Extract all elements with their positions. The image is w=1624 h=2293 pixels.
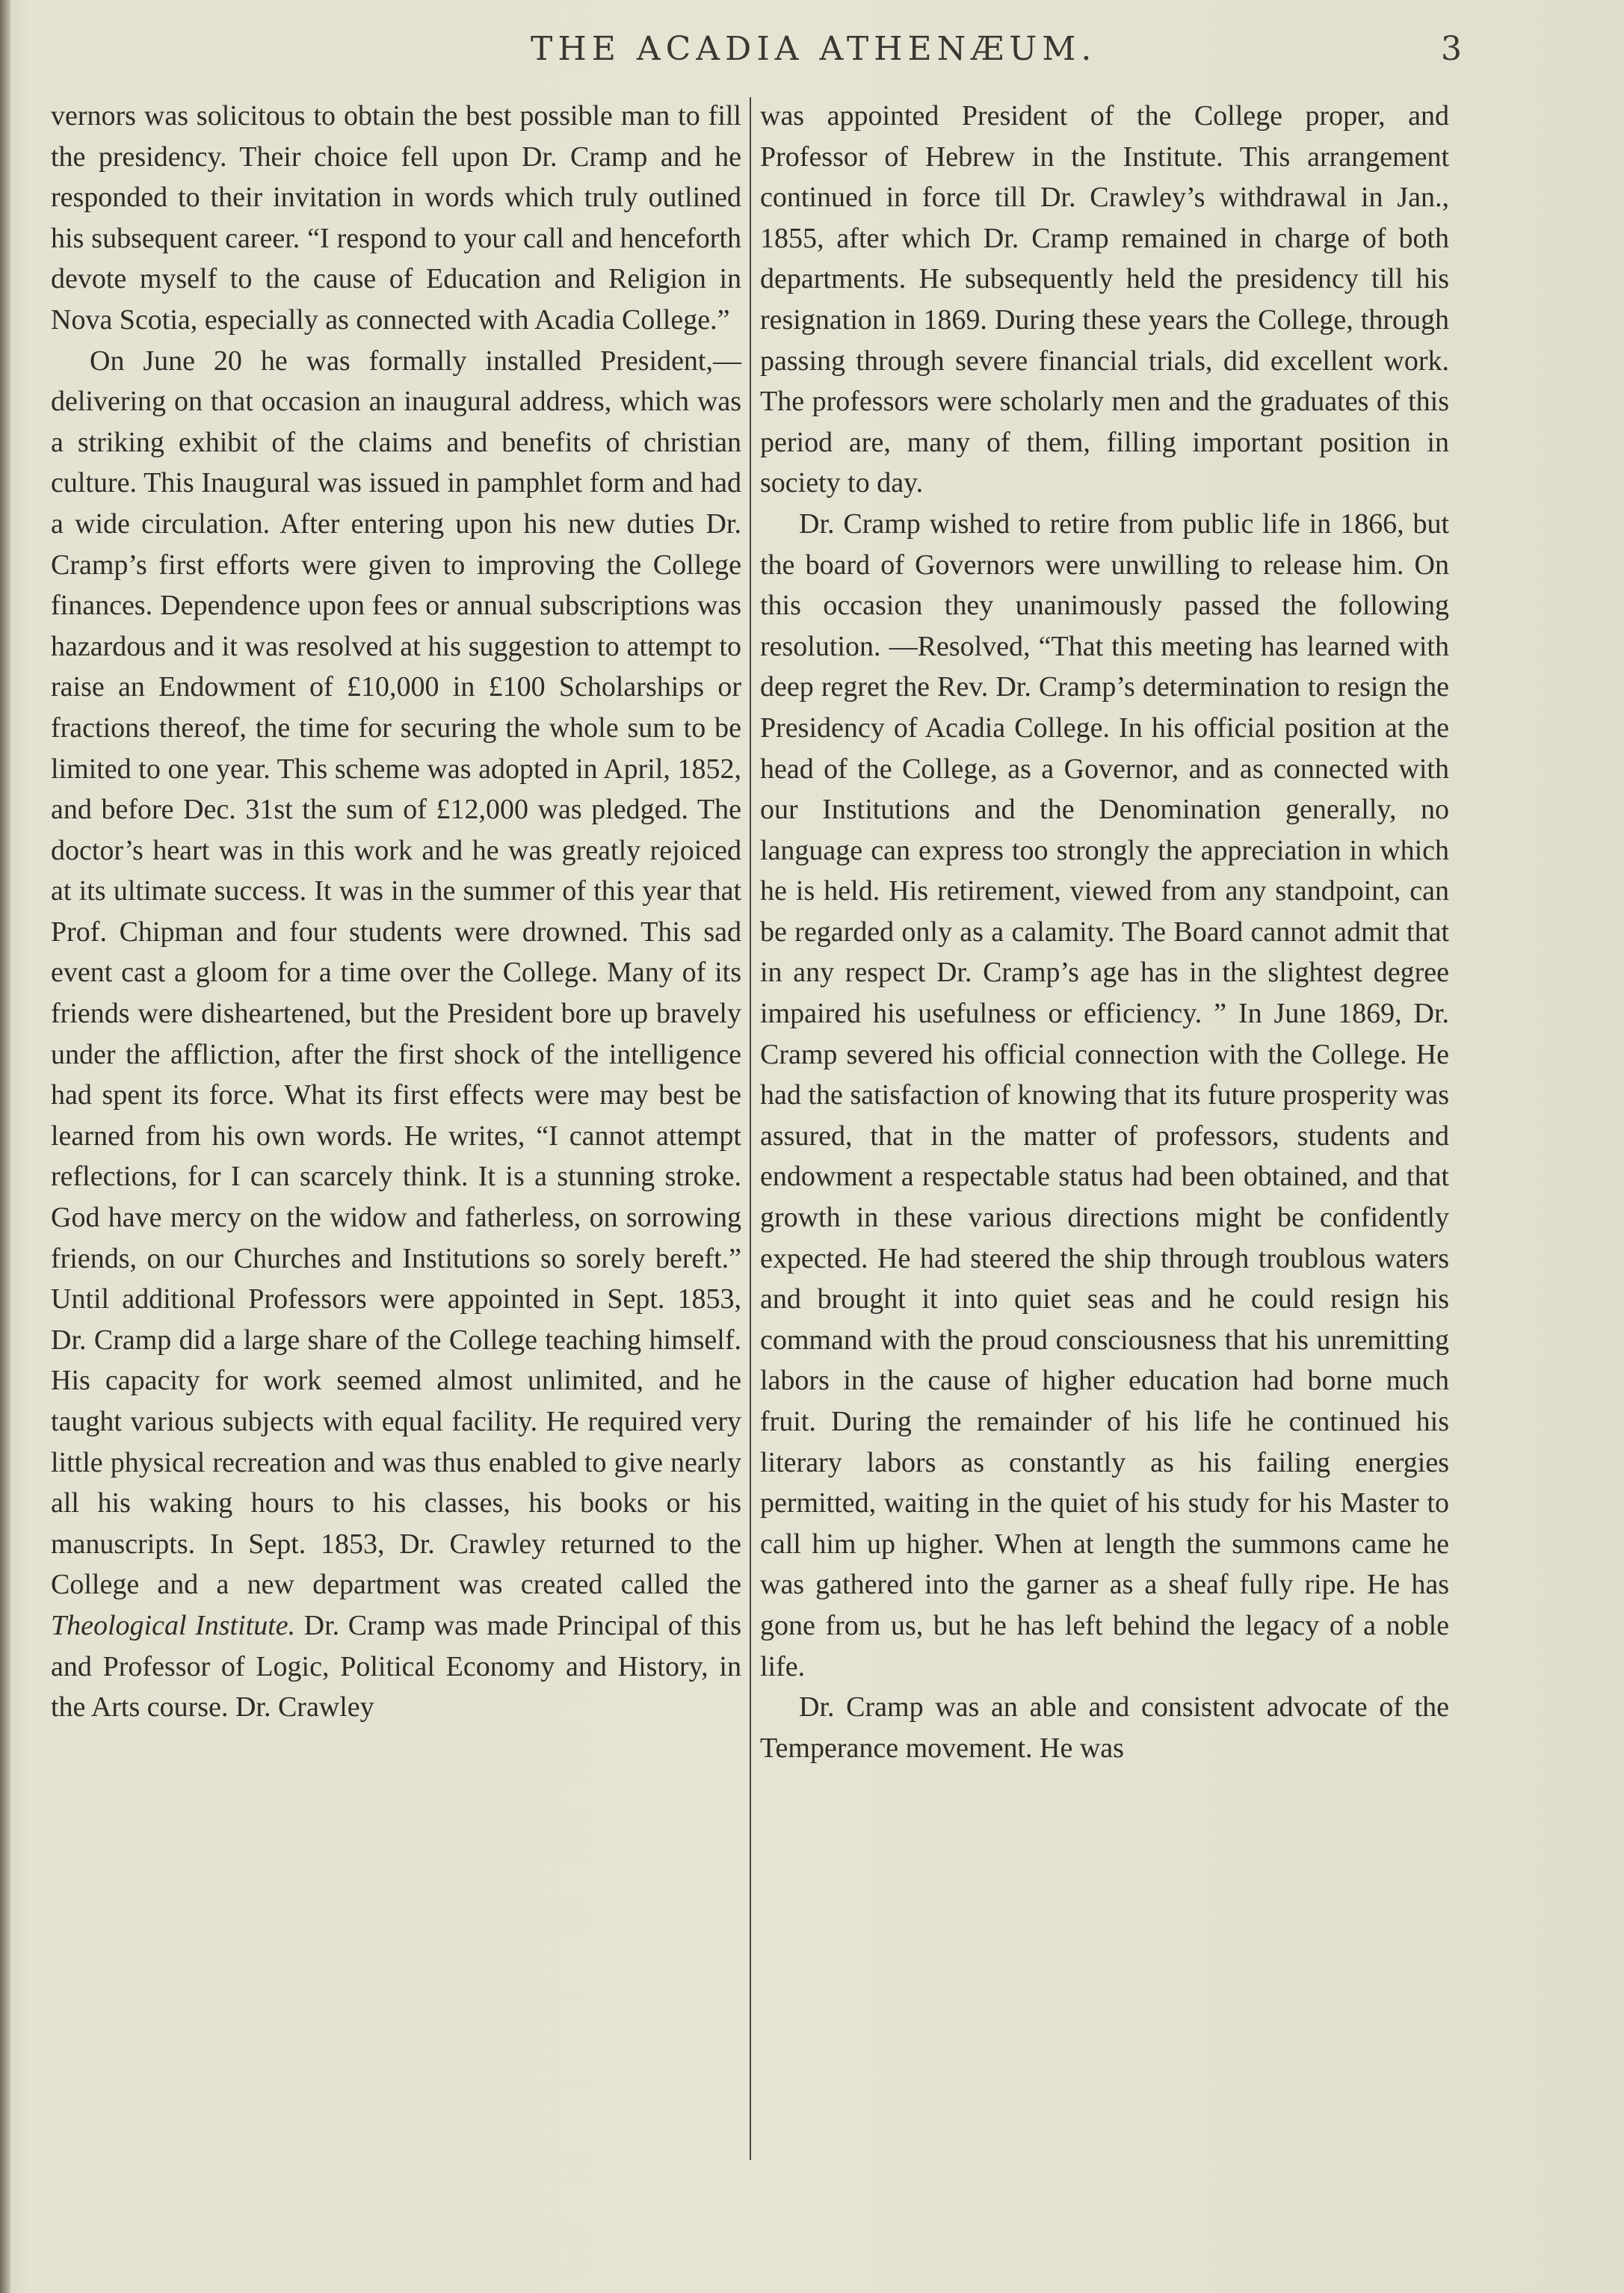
column-divider	[750, 97, 751, 2160]
left-paragraph-2-end: Dr. Cramp was made Principal of this and Professor of Logic, Political Economy and History, in the Arts course. Dr. Crawley	[51, 1609, 742, 1723]
page-header	[52, 30, 1472, 75]
left-column	[51, 96, 741, 1728]
theological-institute-italic: Theological Institute.	[51, 1609, 296, 1641]
left-paragraph-2	[51, 341, 741, 1728]
left-paragraph-1: vernors was solicitous to obtain the best possible man to fill the presidency. Their choice fell upon Dr. Cramp and he responded to their invitation in words which truly outlined his subsequent career. “I respond to your call and henceforth devote myself to the cause of Education and Religion in Nova Scotia, especially as connected with Acadia College.”	[51, 100, 741, 336]
left-paragraph-2-start: On June 20 he was formally installed President,—delivering on that occasion an inaugural address, which was a striking exhibit of the claims and benefits of christian culture. This Inaugural was issued in pamphlet form and had a wide circulation. After entering upon his new duties Dr. Cramp’s first efforts were given to improving the College finances. Dependence upon fees or annual subscriptions was hazardous and it was resolved at his suggestion to attempt to raise an Endowment of £10,000 in £100 Scholarships or fractions thereof, the time for securing the whole sum to be limited to one year. This scheme was adopted in April, 1852, and before Dec. 31st the sum of £12,000 was pledged. The doctor’s heart was in this work and he was greatly rejoiced at its ultimate success. It was in the summer of this year that Prof. Chipman and four students were drowned. This sad event cast a gloom for a time over the College. Many of its friends were disheartened, but the President bore up bravely under the affliction, after the first shock of the intelligence had spent its force. What its first effects were may best be learned from his own words. He writes, “I cannot attempt reflections, for I can scarcely think. It is a stunning stroke. God have mercy on the widow and fatherless, on sorrowing friends, on our Churches and Institutions so sorely bereft.” Until additional Professors were appointed in Sept. 1853, Dr. Cramp did a large share of the College teaching himself. His capacity for work seemed almost unlimited, and he taught various subjects with equal facility. He required very little physical recreation and was thus enabled to give nearly all his waking hours to his classes, his books or his manuscripts. In Sept. 1853, Dr. Crawley returned to the College and a new department was created called the	[51, 345, 741, 1601]
page-number: 3	[1441, 30, 1462, 68]
running-title: THE ACADIA ATHENÆUM.	[531, 30, 1097, 68]
right-paragraph-2: Dr. Cramp wished to retire from public life in 1866, but the board of Governors were unwilling to release him. On this occasion they unanimously passed the following resolution. —Resolved, “That this meeting has learned with deep regret the Rev. Dr. Cramp’s determination to resign the Presidency of Acadia College. In his official position at the head of the College, as a Governor, and as connected with our Institutions and the Denomination generally, no language can express too strongly the appreciation in which he is held. His retirement, viewed from any standpoint, can be regarded only as a calamity. The Board cannot admit that in any respect Dr. Cramp’s age has in the slightest degree impaired his usefulness or efficiency. ” In June 1869, Dr. Cramp severed his official connection with the College. He had the satisfaction of knowing that its future prosperity was assured, that in the matter of professors, students and endowment a respectable status had been obtained, and that growth in these various directions might be confidently expected. He had steered the ship through troublous waters and brought it into quiet seas and he could resign his command with the proud consciousness that his unremitting labors in the cause of higher education had borne much fruit. During the remainder of his life he continued his literary labors as constantly as his failing energies permitted, waiting in the quiet of his study for his Master to call him up higher. When at length the summons came he was gathered into the garner as a sheaf fully ripe. He has gone from us, but he has left behind the legacy of a noble life.	[760, 507, 1449, 1682]
right-paragraph-3: Dr. Cramp was an able and consistent advocate of the Temperance movement. He was	[760, 1691, 1449, 1764]
binding-shadow	[0, 0, 10, 2293]
right-paragraph-1: was appointed President of the College proper, and Professor of Hebrew in the Institute. This arrangement continued in force till Dr. Crawley’s withdrawal in Jan., 1855, after which Dr. Cramp remained in charge of both departments. He subsequently held the presidency till his resignation in 1869. During these years the College, through passing through severe financial trials, did excellent work. The professors were scholarly men and the graduates of this period are, many of them, filling important position in society to day.	[760, 100, 1449, 499]
right-column	[760, 96, 1449, 1768]
